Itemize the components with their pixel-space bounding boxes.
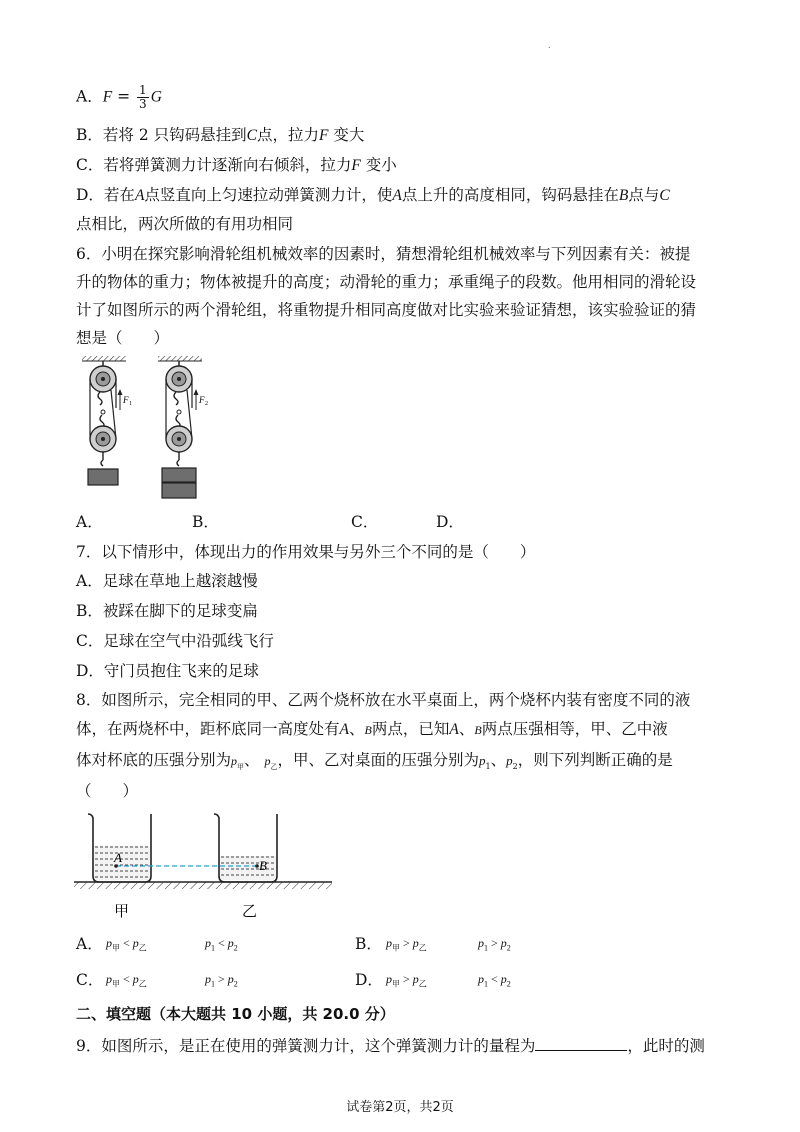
- q5-option-d-var-b: B: [618, 187, 629, 204]
- expr-var: p: [478, 936, 484, 950]
- point-a-label: A: [114, 850, 122, 865]
- q7-stem: 7．以下情形中，体现出力的作用效果与另外三个不同的是（ ）: [76, 543, 536, 561]
- q8-line3-p2-sub: 2: [512, 762, 518, 772]
- q6-pulley-figure: [78, 352, 228, 504]
- q5-option-b-var-f: F: [318, 127, 329, 144]
- liquid-left: [94, 846, 150, 880]
- expr-op: >: [403, 936, 410, 950]
- expr-op: >: [218, 972, 225, 986]
- expr-sub2: 乙: [138, 943, 147, 953]
- force-arrow-right: [194, 389, 199, 395]
- expr-var2: p: [132, 936, 139, 950]
- q8-line2-text-3: 两点，已知: [371, 720, 450, 738]
- fraction-numerator: 1: [139, 83, 147, 97]
- q8-option-c-expr2: [205, 972, 238, 988]
- q8-line2-text-4: 、: [458, 720, 475, 738]
- q8-option-a-label: A．: [76, 935, 103, 953]
- expr-sub: 甲: [112, 943, 120, 953]
- q8-option-b-expr2: [478, 936, 511, 952]
- expr-sub: 1: [211, 979, 215, 989]
- expr-op: >: [403, 972, 410, 986]
- q5-option-d-var-a2: A: [392, 187, 402, 204]
- corner-dot: .: [548, 41, 551, 50]
- expr-var2: p: [227, 972, 234, 986]
- q5-option-d-text-1: D．若在: [76, 186, 135, 204]
- q8-option-b-label: B．: [355, 935, 382, 953]
- q5-option-d-text-3: 点上升的高度相同，钩码悬挂在: [401, 186, 619, 204]
- q6-option-d: D．: [436, 513, 464, 531]
- ceiling-right: [158, 356, 202, 361]
- expr-var: p: [386, 936, 392, 950]
- expr-op: <: [123, 936, 130, 950]
- expr-var: p: [478, 972, 484, 986]
- q8-line2-var-a2: A: [449, 721, 459, 738]
- point-b-label: B: [259, 858, 267, 873]
- q5-option-b-var-c: C: [246, 127, 257, 144]
- pulley-system-right: [158, 356, 208, 498]
- expr-sub: 甲: [112, 979, 120, 989]
- q8-line2-text-5: 两点压强相等，甲、乙中液: [481, 720, 668, 738]
- q8-line3-p1-sub: 1: [485, 762, 491, 772]
- expr-var: p: [205, 936, 211, 950]
- q7-option-a: A．足球在草地上越滚越慢: [76, 572, 258, 590]
- force-label-f2-sub: 2: [205, 401, 208, 407]
- q8-stem-line4: （ ）: [76, 782, 139, 800]
- q8-line2-text-1: 体，在两烧杯中，距杯底同一高度处有: [76, 720, 340, 738]
- q8-line3-p-yi: p: [264, 754, 271, 768]
- expr-sub: 甲: [392, 979, 400, 989]
- q8-option-a-expr1: [106, 936, 147, 953]
- q7-option-b: B．被踩在脚下的足球变扁: [76, 602, 258, 620]
- expr-sub2: 2: [233, 979, 238, 989]
- q8-line3-text-4: 、: [490, 751, 507, 769]
- q6-option-b: B．: [192, 513, 219, 531]
- expr-sub2: 2: [506, 943, 511, 953]
- expr-var2: p: [132, 972, 139, 986]
- q9-text-2: ，此时的测: [627, 1037, 705, 1055]
- q8-option-c-expr1: [106, 972, 147, 989]
- expr-sub2: 乙: [138, 979, 147, 989]
- q6-stem-line1: 6．小明在探究影响滑轮组机械效率的因素时，猜想滑轮组机械效率与下列因素有关：被提: [76, 245, 691, 263]
- q5-option-d-var-c: C: [659, 187, 670, 204]
- q8-line3-text-3: ，甲、乙对桌面的压强分别为: [277, 751, 479, 769]
- expr-sub2: 2: [506, 979, 511, 989]
- q9-stem: [76, 1034, 705, 1056]
- q8-line2-var-b2: B: [474, 723, 482, 737]
- q5-option-d: [76, 185, 670, 206]
- q8-line3-p-jia-sub: 甲: [237, 763, 245, 772]
- q8-option-d-expr1: [386, 972, 427, 989]
- beaker-left-label: 甲: [114, 902, 130, 920]
- q8-stem-line3: [76, 750, 673, 777]
- expr-sub2: 乙: [418, 943, 427, 953]
- expr-op: >: [491, 936, 498, 950]
- force-label-f1-sub: 1: [129, 401, 132, 407]
- expr-var2: p: [500, 972, 507, 986]
- q5-option-c: [76, 155, 397, 176]
- q8-line2-text-2: 、: [348, 720, 365, 738]
- q8-line3-p-jia: p: [231, 754, 238, 768]
- ceiling-left: [82, 356, 126, 361]
- page-footer: 试卷第2页，共2页: [346, 1100, 454, 1115]
- expr-var2: p: [412, 936, 419, 950]
- expr-op: <: [123, 972, 130, 986]
- q6-stem-line4: 想是（ ）: [76, 329, 170, 347]
- beaker-right-label: 乙: [242, 902, 258, 920]
- force-label-f1: F: [123, 395, 129, 405]
- q9-text-1: 9．如图所示，是正在使用的弹簧测力计，这个弹簧测力计的量程为: [76, 1037, 536, 1055]
- q8-line3-p1: p: [478, 753, 486, 768]
- q5-option-a: [76, 84, 162, 111]
- q8-line3-text-1: 体对杯底的压强分别为: [76, 751, 232, 769]
- pulley-system-left: [82, 356, 132, 485]
- q5-option-c-text-2: 变小: [365, 156, 397, 174]
- expr-sub2: 2: [233, 943, 238, 953]
- q8-line2-var-b: B: [364, 723, 372, 737]
- expr-sub2: 乙: [418, 979, 427, 989]
- expr-var2: p: [412, 972, 419, 986]
- q8-option-d-label: D．: [355, 971, 383, 989]
- q8-line2-var-a: A: [339, 721, 349, 738]
- q7-option-d: D．守门员抱住飞来的足球: [76, 662, 259, 680]
- q8-option-a-expr2: [205, 936, 238, 952]
- expr-sub: 1: [211, 943, 215, 953]
- weight-right-bottom: [162, 483, 196, 498]
- q5-option-a-lhs: F: [102, 88, 113, 106]
- q8-stem-line1: 8．如图所示，完全相同的甲、乙两个烧杯放在水平桌面上，两个烧杯内装有密度不同的液: [76, 691, 691, 709]
- table-hatch: [74, 882, 332, 889]
- q7-option-c: C．足球在空气中沿弧线飞行: [76, 632, 274, 650]
- q9-answer-blank[interactable]: [535, 1034, 627, 1051]
- q8-line3-p-yi-sub: 乙: [270, 763, 278, 772]
- q6-stem-line2: 升的物体的重力；物体被提升的高度；动滑轮的重力；承重绳子的段数。他用相同的滑轮设: [76, 273, 697, 291]
- fraction-denominator: 3: [139, 97, 147, 111]
- q5-option-d-var-a: A: [134, 187, 145, 204]
- q8-beaker-figure: [74, 810, 336, 922]
- expr-var2: p: [227, 936, 234, 950]
- q6-option-a: A．: [76, 513, 103, 531]
- q5-option-b: [76, 125, 364, 146]
- q5-option-d-text-2: 点竖直向上匀速拉动弹簧测力计，使: [144, 186, 393, 204]
- expr-op: <: [218, 936, 225, 950]
- q5-option-d-text-4: 点与: [628, 186, 660, 204]
- q8-line3-text-2: 、: [244, 751, 260, 769]
- q5-option-b-text-3: 变大: [333, 126, 365, 144]
- q8-option-c-label: C．: [76, 971, 104, 989]
- q5-option-a-rhs: G: [150, 88, 162, 106]
- q8-line3-p2: p: [506, 753, 513, 768]
- q5-option-d-line2: 点相比，两次所做的有用功相同: [76, 215, 294, 233]
- q6-stem-line3: 计了如图所示的两个滑轮组，将重物提升相同高度做对比实验来验证猜想，该实验验证的猜: [76, 301, 697, 319]
- expr-sub: 甲: [392, 943, 400, 953]
- force-arrow-left: [118, 389, 123, 395]
- q8-option-d-expr2: [478, 972, 511, 988]
- q5-option-a-label: A．: [76, 87, 103, 106]
- expr-var: p: [205, 972, 211, 986]
- expr-var: p: [386, 972, 392, 986]
- expr-op: <: [491, 972, 498, 986]
- q5-option-b-text-2: 点，拉力: [256, 126, 319, 144]
- force-label-f2: F: [199, 395, 205, 405]
- expr-var2: p: [500, 936, 507, 950]
- expr-sub: 1: [484, 943, 488, 953]
- q5-option-a-fraction: [137, 84, 149, 111]
- q5-option-c-text-1: C．若将弹簧测力计逐渐向右倾斜，拉力: [76, 156, 352, 174]
- weight-left: [88, 469, 118, 485]
- expr-sub: 1: [484, 979, 488, 989]
- weight-right-top: [162, 468, 196, 482]
- q8-stem-line2: [76, 719, 668, 740]
- q8-option-b-expr1: [386, 936, 427, 953]
- q8-line3-text-5: ，则下列判断正确的是: [517, 751, 673, 769]
- section-2-title: 二、填空题（本大题共 10 小题，共 20.0 分）: [76, 1005, 395, 1023]
- q5-option-a-equals: =: [117, 87, 131, 106]
- expr-var: p: [106, 972, 112, 986]
- expr-var: p: [106, 936, 112, 950]
- liquid-right: [220, 856, 276, 880]
- q5-option-b-text-1: B．若将 2 只钩码悬挂到: [76, 126, 247, 144]
- q6-option-c: C．: [351, 513, 379, 531]
- q5-option-c-var-f: F: [351, 157, 361, 174]
